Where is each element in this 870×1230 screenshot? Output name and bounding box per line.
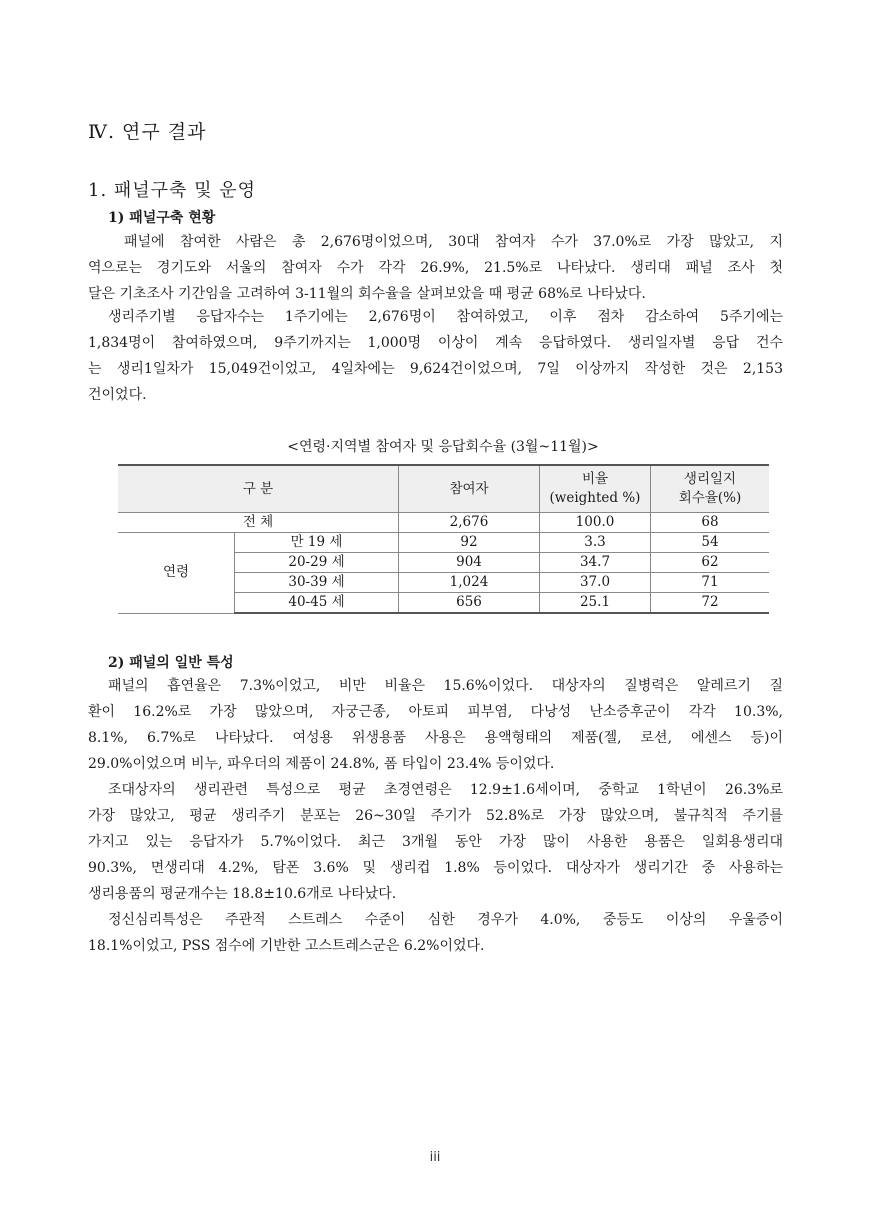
cell-ratio: 100.0 bbox=[540, 513, 651, 533]
paragraph-general-3 bbox=[88, 907, 783, 959]
text-line: 8.1%, 6.7%로 나타났다. 여성용 위생용품 사용은 용액형태의 제품(젤, 로션, 에센스 등)이 bbox=[88, 730, 783, 746]
text-line: 1,834명이 참여하였으며, 9주기까지는 1,000명 이상이 계속 응답하였다. 생리일자별 응답 건수 bbox=[88, 335, 783, 351]
cell-recovery: 72 bbox=[651, 593, 770, 614]
text-line: 생리용품의 평균개수는 18.8±10.6개로 나타났다. bbox=[88, 886, 397, 902]
cell-participants: 1,024 bbox=[399, 573, 540, 593]
header-recovery-line1: 생리일지 bbox=[683, 471, 737, 487]
text-line: 가장 많았고, 평균 생리주기 분포는 26~30일 주기가 52.8%로 가장 많았으며, 불규칙적 주기를 bbox=[88, 808, 783, 824]
text-line: 는 생리1일차가 15,049건이었고, 4일차에는 9,624건이었으며, 7일 이상까지 작성한 것은 2,153 bbox=[88, 361, 783, 377]
text-line: 18.1%이었고, PSS 점수에 기반한 고스트레스군은 6.2%이었다. bbox=[88, 938, 485, 954]
cell-recovery: 62 bbox=[651, 553, 770, 573]
cell-ratio: 3.3 bbox=[540, 533, 651, 553]
cell-recovery: 54 bbox=[651, 533, 770, 553]
cell-ratio: 25.1 bbox=[540, 593, 651, 614]
cell-label: 20-29 세 bbox=[235, 553, 399, 573]
header-participants: 참여자 bbox=[399, 465, 540, 513]
text-line: 패널의 흡연율은 7.3%이었고, 비만 비율은 15.6%이었다. 대상자의 질병력은 알레르기 질 bbox=[108, 678, 783, 694]
cell-group-label: 연령 bbox=[118, 533, 235, 614]
header-category: 구 분 bbox=[118, 465, 399, 513]
cell-participants: 656 bbox=[399, 593, 540, 614]
cell-participants: 2,676 bbox=[399, 513, 540, 533]
cell-label: 전 체 bbox=[118, 513, 399, 533]
page-number: iii bbox=[429, 1150, 441, 1165]
text-line: 90.3%, 면생리대 4.2%, 탐폰 3.6% 및 생리컵 1.8% 등이었다. 대상자가 생리기간 중 사용하는 bbox=[88, 860, 783, 876]
paragraph-general-1 bbox=[88, 673, 783, 777]
text-line: 조대상자의 생리관련 특성으로 평균 초경연령은 12.9±1.6세이며, 중학교 1학년이 26.3%로 bbox=[108, 782, 783, 798]
cell-participants: 904 bbox=[399, 553, 540, 573]
cell-label: 30-39 세 bbox=[235, 573, 399, 593]
text-line: 건이었다. bbox=[88, 387, 147, 403]
cell-ratio: 34.7 bbox=[540, 553, 651, 573]
table-row bbox=[118, 533, 769, 553]
text-line: 정신심리특성은 주관적 스트레스 수준이 심한 경우가 4.0%, 중등도 이상의 우울증이 bbox=[108, 912, 783, 928]
cell-ratio: 37.0 bbox=[540, 573, 651, 593]
header-ratio-line1: 비율 bbox=[581, 471, 609, 487]
text-line: 달은 기초조사 기간임을 고려하여 3-11월의 회수율을 살펴보았을 때 평균 68%로 나타났다. bbox=[88, 286, 646, 302]
header-ratio-line2: (weighted %) bbox=[549, 490, 641, 506]
table-caption: <연령·지역별 참여자 및 응답회수율 (3월~11월)> bbox=[287, 439, 599, 455]
chapter-title: Ⅳ. 연구 결과 bbox=[88, 121, 207, 143]
cell-recovery: 71 bbox=[651, 573, 770, 593]
text-line: 역으로는 경기도와 서울의 참여자 수가 각각 26.9%, 21.5%로 나타났다. 생리대 패널 조사 첫 bbox=[88, 260, 783, 276]
header-recovery-line2: 회수율(%) bbox=[678, 490, 742, 506]
text-line: 패널에 참여한 사람은 총 2,676명이었으며, 30대 참여자 수가 37.0%로 가장 많았고, 지 bbox=[124, 234, 783, 250]
paragraph-general-2 bbox=[88, 777, 783, 907]
subsection-title-2: 2) 패널의 일반 특성 bbox=[108, 655, 234, 671]
section-title: 1. 패널구축 및 운영 bbox=[88, 180, 257, 201]
cell-label: 만 19 세 bbox=[235, 533, 399, 553]
text-line: 생리주기별 응답자수는 1주기에는 2,676명이 참여하였고, 이후 점차 감소하여 5주기에는 bbox=[108, 309, 783, 325]
text-line: 가지고 있는 응답자가 5.7%이었다. 최근 3개월 동안 가장 많이 사용한 용품은 일회용생리대 bbox=[88, 834, 783, 850]
cell-recovery: 68 bbox=[651, 513, 770, 533]
subsection-title-1: 1) 패널구축 현황 bbox=[108, 210, 216, 226]
text-line: 환이 16.2%로 가장 많았으며, 자궁근종, 아토피 피부염, 다낭성 난소증후군이 각각 10.3%, bbox=[88, 704, 783, 720]
paragraph-panel-status-1 bbox=[88, 229, 783, 307]
header-ratio bbox=[540, 465, 651, 513]
cell-label: 40-45 세 bbox=[235, 593, 399, 614]
header-recovery bbox=[651, 465, 770, 513]
table-row-total bbox=[118, 513, 769, 533]
text-line: 29.0%이었으며 비누, 파우더의 제품이 24.8%, 폼 타입이 23.4% 등이었다. bbox=[88, 756, 555, 772]
table-header-row bbox=[118, 465, 769, 513]
cell-participants: 92 bbox=[399, 533, 540, 553]
participants-table bbox=[118, 464, 769, 614]
paragraph-panel-status-2 bbox=[88, 304, 783, 408]
